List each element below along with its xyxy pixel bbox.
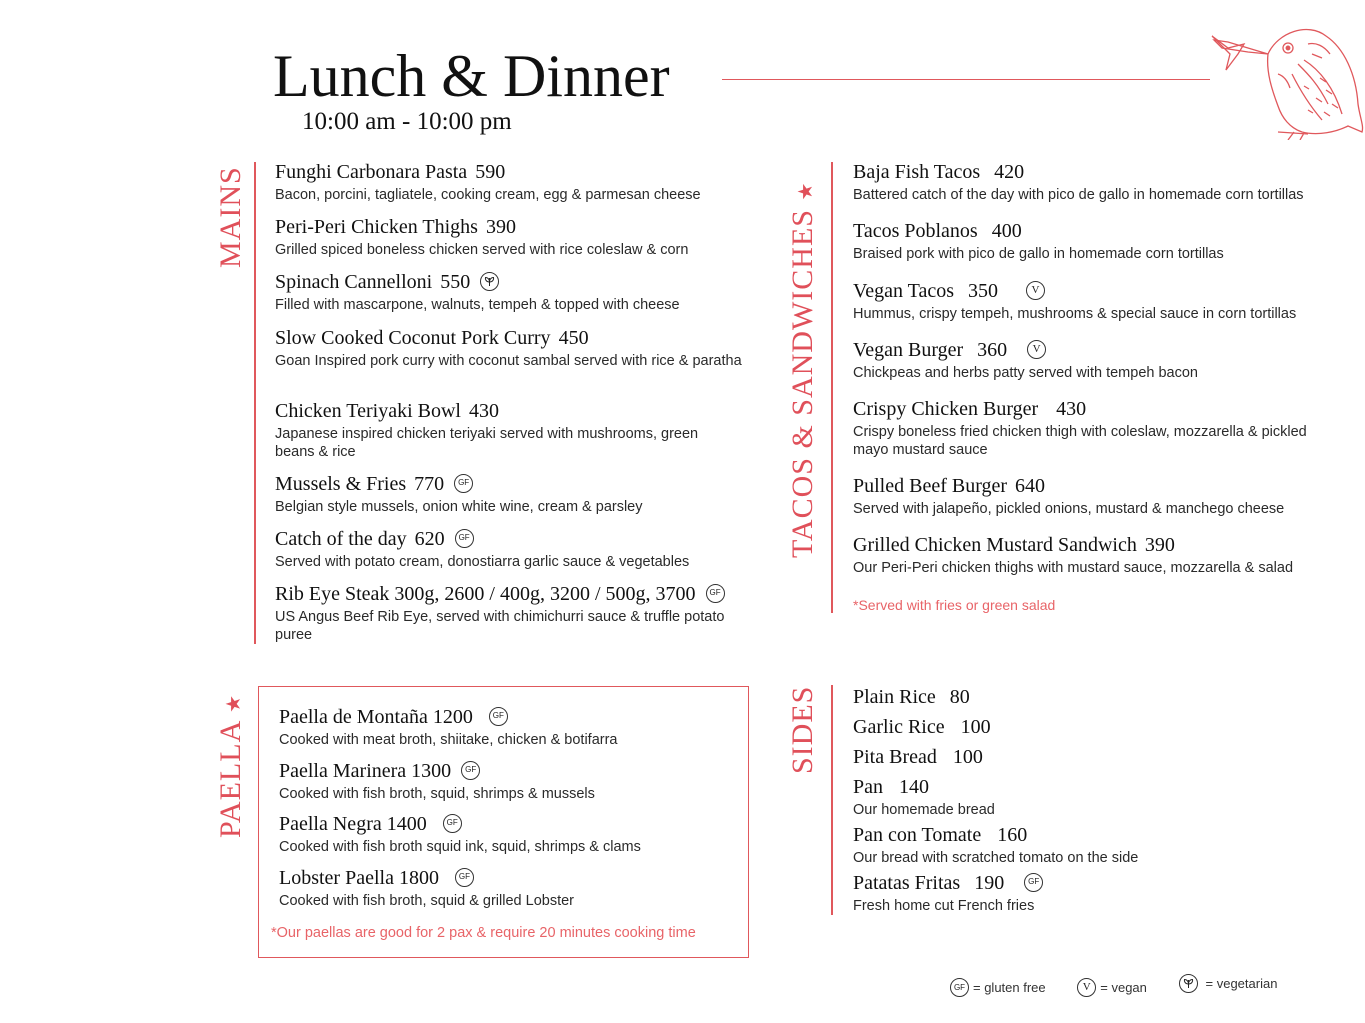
item-price: 100	[952, 746, 983, 768]
menu-item	[853, 279, 1353, 323]
item-description: Cooked with fish broth squid ink, squid, shrimps & clams	[279, 839, 641, 855]
item-price: 400	[991, 220, 1022, 242]
item-price: 100	[960, 716, 991, 738]
item-description: Battered catch of the day with pico de gallo in homemade corn tortillas	[853, 187, 1304, 203]
item-name: Catch of the day	[275, 528, 407, 550]
tacos-divider	[831, 162, 833, 613]
menu-item	[853, 745, 1333, 769]
item-name: Chicken Teriyaki Bowl	[275, 400, 461, 422]
legend-text: = gluten free	[973, 980, 1046, 995]
item-price: 590	[475, 161, 506, 183]
item-name: Pulled Beef Burger	[853, 475, 1008, 497]
item-description: Bacon, porcini, tagliatele, cooking cream, egg & parmesan cheese	[275, 187, 701, 203]
item-description: Served with potato cream, donostiarra garlic sauce & vegetables	[275, 554, 690, 570]
section-label-tacos-sandwiches	[786, 182, 820, 558]
legend-text: = vegetarian	[1205, 976, 1278, 991]
item-price: 390	[485, 216, 516, 238]
menu-item	[853, 160, 1365, 204]
title-divider	[722, 79, 1210, 80]
item-price: 160	[997, 824, 1028, 846]
item-price: 770	[414, 473, 445, 495]
opening-hours: 10:00 am - 10:00 pm	[302, 108, 512, 135]
item-price: 640	[1015, 475, 1046, 497]
mains-divider	[254, 162, 256, 644]
item-description: Braised pork with pico de gallo in homemade corn tortillas	[853, 246, 1224, 262]
menu-item	[275, 472, 755, 516]
menu-item	[275, 399, 715, 461]
item-name: Slow Cooked Coconut Pork Curry	[275, 327, 551, 349]
item-price: 190	[974, 872, 1005, 894]
item-price: 390	[1144, 534, 1175, 556]
menu-item	[279, 759, 739, 803]
item-name: Grilled Chicken Mustard Sandwich	[853, 534, 1137, 556]
vegetarian-icon	[480, 272, 499, 291]
item-price: 350	[967, 280, 998, 302]
menu-item	[279, 866, 739, 910]
kingfisher-illustration-icon	[1208, 14, 1365, 140]
item-description: Cooked with meat broth, shiitake, chicken & botifarra	[279, 732, 618, 748]
item-price: 140	[899, 776, 929, 798]
menu-item	[853, 823, 1333, 867]
section-label-mains: MAINS	[214, 166, 247, 268]
item-name: Paella de Montaña 1200	[279, 706, 473, 728]
menu-item	[279, 812, 739, 856]
item-name: Pan con Tomate	[853, 824, 982, 846]
item-name: Crispy Chicken Burger	[853, 398, 1039, 420]
item-name: Paella Negra 1400	[279, 813, 427, 835]
item-description: Belgian style mussels, onion white wine, cream & parsley	[275, 499, 643, 515]
gluten-free-icon: GF	[489, 707, 508, 726]
item-name: Spinach Cannelloni	[275, 271, 433, 293]
menu-item	[853, 397, 1323, 459]
sides-divider	[831, 685, 833, 915]
menu-item	[275, 270, 755, 314]
item-price: 620	[414, 528, 445, 550]
item-name: Vegan Burger	[853, 339, 964, 361]
menu-item	[853, 775, 1333, 819]
item-description: Cooked with fish broth, squid & grilled Lobster	[279, 893, 574, 909]
item-price: 430	[468, 400, 499, 422]
menu-item	[275, 582, 735, 644]
item-name: Mussels & Fries	[275, 473, 407, 495]
legend-vegan	[1077, 978, 1147, 997]
item-description: Fresh home cut French fries	[853, 898, 1035, 914]
item-price: 450	[558, 327, 589, 349]
item-name: Garlic Rice	[853, 716, 945, 738]
item-name: Patatas Fritas	[853, 872, 961, 894]
item-price: 430	[1056, 398, 1087, 420]
item-description: Japanese inspired chicken teriyaki served with mushrooms, green beans & rice	[275, 426, 699, 460]
item-name: Peri-Peri Chicken Thighs	[275, 216, 478, 238]
item-price: 420	[994, 161, 1025, 183]
item-name: Plain Rice	[853, 686, 936, 708]
star-icon: ★	[795, 181, 817, 201]
page-title: Lunch & Dinner	[273, 43, 670, 109]
gluten-free-icon: GF	[461, 761, 480, 780]
item-price: 550	[440, 271, 471, 293]
item-name: Vegan Tacos	[853, 280, 954, 302]
vegan-icon: V	[1027, 340, 1046, 359]
vegan-icon: V	[1026, 281, 1045, 300]
item-name: Pan	[853, 776, 883, 798]
item-description: Our Peri-Peri chicken thighs with mustard sauce, mozzarella & salad	[853, 560, 1294, 576]
legend-vegetarian	[1179, 974, 1278, 993]
section-label-paella	[214, 694, 248, 838]
dietary-legend	[950, 974, 1277, 997]
item-description: Goan Inspired pork curry with coconut sambal served with rice & paratha	[275, 353, 742, 369]
item-name: Baja Fish Tacos	[853, 161, 981, 183]
menu-item	[853, 219, 1353, 263]
vegan-icon: V	[1077, 978, 1096, 997]
item-description: Filled with mascarpone, walnuts, tempeh & topped with cheese	[275, 297, 680, 313]
section-label-text: TACOS & SANDWICHES	[786, 209, 819, 558]
menu-item	[853, 871, 1333, 915]
menu-item	[275, 215, 755, 259]
item-price: 80	[949, 686, 970, 708]
gluten-free-icon: GF	[455, 529, 474, 548]
item-name: Tacos Poblanos	[853, 220, 978, 242]
item-name: Paella Marinera 1300	[279, 760, 452, 782]
legend-gluten-free	[950, 978, 1046, 997]
gluten-free-icon: GF	[1024, 873, 1043, 892]
legend-text: = vegan	[1100, 979, 1147, 995]
menu-item	[853, 715, 1333, 739]
item-description: US Angus Beef Rib Eye, served with chimichurri sauce & truffle potato puree	[275, 609, 725, 643]
item-name: Lobster Paella 1800	[279, 867, 439, 889]
menu-item	[853, 533, 1353, 577]
paella-footnote: *Our paellas are good for 2 pax & require 20 minutes cooking time	[271, 925, 696, 941]
vegetarian-icon	[1179, 974, 1198, 993]
menu-item	[275, 527, 755, 571]
item-description: Served with jalapeño, pickled onions, mustard & manchego cheese	[853, 501, 1285, 517]
item-price: 360	[977, 339, 1008, 361]
item-description: Crispy boneless fried chicken thigh with coleslaw, mozzarella & pickled mayo mustard sauce	[853, 424, 1307, 458]
item-description: Hummus, crispy tempeh, mushrooms & special sauce in corn tortillas	[853, 306, 1297, 322]
menu-item	[853, 338, 1353, 382]
item-description: Chickpeas and herbs patty served with tempeh bacon	[853, 365, 1198, 381]
item-description: Cooked with fish broth, squid, shrimps & mussels	[279, 786, 595, 802]
gluten-free-icon: GF	[443, 814, 462, 833]
section-label-text: PAELLA	[214, 721, 247, 838]
menu-item	[275, 160, 755, 204]
gluten-free-icon: GF	[455, 868, 474, 887]
menu-item	[853, 685, 1333, 709]
item-description: Grilled spiced boneless chicken served with rice coleslaw & corn	[275, 242, 689, 258]
gluten-free-icon: GF	[950, 978, 969, 997]
star-icon: ★	[223, 693, 245, 713]
menu-item	[853, 474, 1353, 518]
item-name: Pita Bread	[853, 746, 937, 768]
section-label-sides: SIDES	[786, 685, 819, 774]
menu-item	[275, 326, 745, 370]
gluten-free-icon: GF	[706, 584, 725, 603]
item-description: Our bread with scratched tomato on the side	[853, 850, 1139, 866]
item-name: Rib Eye Steak 300g, 2600 / 400g, 3200 / 500g, 3700	[275, 583, 696, 605]
menu-item	[279, 705, 739, 749]
item-description: Our homemade bread	[853, 802, 995, 818]
item-name: Funghi Carbonara Pasta	[275, 161, 468, 183]
gluten-free-icon: GF	[454, 474, 473, 493]
tacos-footnote: *Served with fries or green salad	[853, 597, 1056, 613]
